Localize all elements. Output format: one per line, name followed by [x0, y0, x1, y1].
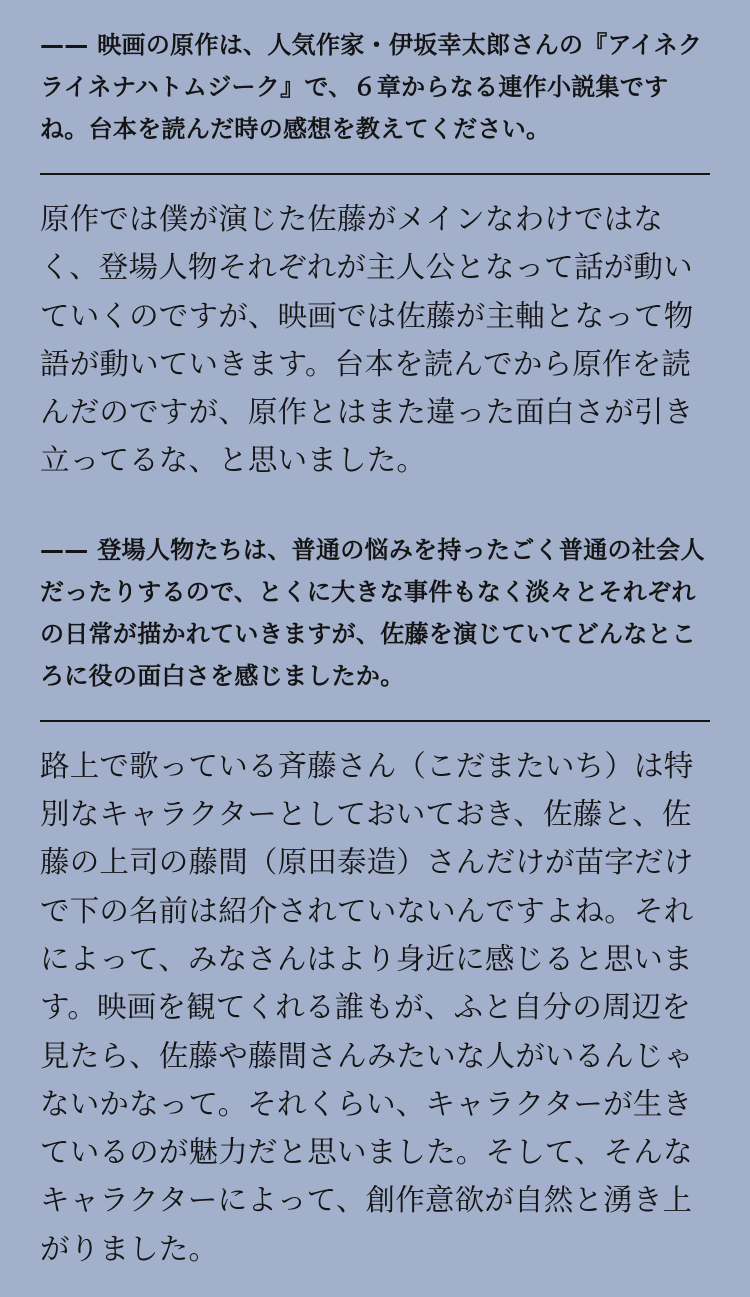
section-spacer — [40, 485, 710, 529]
question-divider-1 — [40, 173, 710, 175]
interview-question-1: —— 映画の原作は、人気作家・伊坂幸太郎さんの『アイネクライネナハトムジーク』で、６章からなる連作小説集ですね。台本を読んだ時の感想を教えてください。 — [40, 31, 703, 143]
interview-answer-2: 路上で歌っている斉藤さん（こだまたいち）は特別なキャラクターとしておいておき、佐藤と、佐藤の上司の藤間（原田泰造）さんだけが苗字だけで下の名前は紹介されていないんですよね。それによって、みなさんはより身近に感じると思います。映画を観てくれる誰もが、ふと自分の周辺を見たら、佐藤や藤間さんみたいな人がいるんじゃないかなって。それくらい、キャラクターが生きているのが魅力だと思いました。そして、そんなキャラクターによって、創作意欲が自然と湧き上がりました。 — [40, 748, 694, 1266]
interview-content — [40, 24, 710, 1273]
interview-question-2: —— 登場人物たちは、普通の悩みを持ったごく普通の社会人だったりするので、とくに大きな事件もなく淡々とそれぞれの日常が描かれていきますが、佐藤を演じていてどんなところに役の面白さを感じましたか。 — [40, 535, 705, 690]
question-divider-2 — [40, 720, 710, 722]
interview-answer-1: 原作では僕が演じた佐藤がメインなわけではなく、登場人物それぞれが主人公となって話が動いていくのですが、映画では佐藤が主軸となって物語が動いていきます。台本を読んでから原作を読んだのですが、原作とはまた違った面白さが引き立ってるな、と思いました。 — [40, 202, 694, 478]
